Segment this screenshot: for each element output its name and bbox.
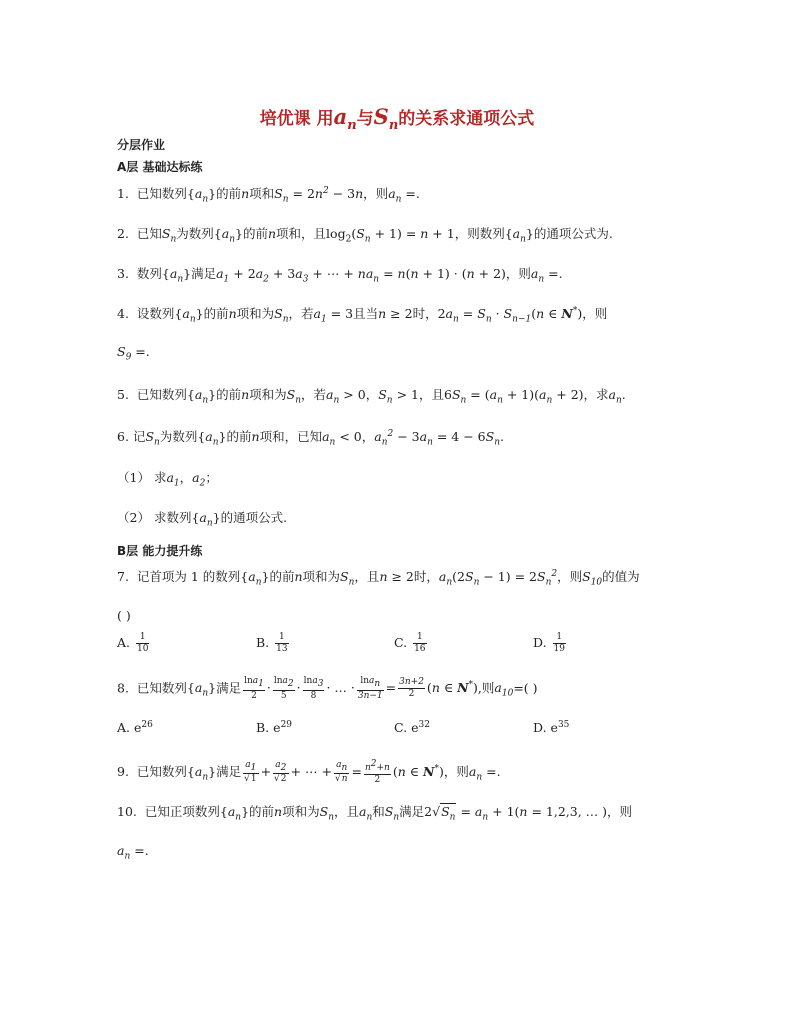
level-a-heading: A层 基础达标练 bbox=[117, 160, 203, 174]
question-8-option-d[interactable]: D. $e^{35}$ bbox=[533, 720, 570, 736]
question-8: 8. 已知数列$\{a_n\}$满足 $\frac{\ln a_1}{2}$ · $\frac{\ln a_2}{5}$ · $\frac{\ln a_3}{8}$ · … · $\frac{\ln a_n}{3n-1}$ = $\frac{3n+2}{2}$ (n ∈ N*),则$a_{10}=$( ) bbox=[117, 676, 538, 701]
question-7-option-c[interactable]: C. $\frac{1}{16}$ bbox=[394, 632, 426, 654]
question-6: 6. 记$S_n$为数列$\{a_n\}$的前n项和，已知$a_n < 0$，$a_n^2 - 3a_n = 4 - 6S_n$. bbox=[117, 428, 504, 448]
question-6-part-1: （1） 求$a_1$，$a_2$； bbox=[117, 470, 218, 489]
question-8-option-c[interactable]: C. $e^{32}$ bbox=[394, 720, 430, 736]
level-b-heading: B层 能力提升练 bbox=[117, 544, 203, 558]
question-1: 1. 已知数列$\{a_n\}$的前n项和$S_n = 2n^2 - 3n$，则$a_n$ =. bbox=[117, 185, 420, 205]
question-2: 2. 已知$S_n$为数列$\{a_n\}$的前n项和，且$\log_2(S_n + 1) = n + 1$，则数列$\{a_n\}$的通项公式为. bbox=[117, 226, 613, 245]
question-7-option-b[interactable]: B. $\frac{1}{13}$ bbox=[256, 632, 288, 654]
question-3: 3. 数列$\{a_n\}$满足$a_1 + 2a_2 + 3a_3$ + ⋯ + $na_n = n(n + 1) \cdot (n + 2)$，则$a_n$ =. bbox=[117, 266, 563, 285]
question-6-part-2: （2） 求数列$\{a_n\}$的通项公式. bbox=[117, 510, 288, 529]
question-7: 7. 记首项为 1 的数列$\{a_n\}$的前n项和为$S_n$，且n ≥ 2时，$a_n(2S_n - 1) = 2S_n^2$，则$S_{10}$的值为 bbox=[117, 568, 640, 588]
question-9: 9. 已知数列$\{a_n\}$满足 $\frac{a_1}{√1}$ + $\frac{a_2}{√2}$ + ⋯ + $\frac{a_n}{√n}$ = $\frac{n^2+n}{2}$ (n ∈ N*)，则$a_n$ =. bbox=[117, 759, 501, 785]
question-8-option-b[interactable]: B. $e^{29}$ bbox=[256, 720, 293, 736]
question-7-option-a[interactable]: A. $\frac{1}{10}$ bbox=[117, 632, 149, 654]
question-4-cont: $S_9$ =. bbox=[117, 344, 150, 363]
section-header: 分层作业 bbox=[117, 138, 166, 152]
question-10: 10. 已知正项数列$\{a_n\}$的前n项和为$S_n$，且$a_n$和$S_n$满足$2√S_n = a_n + 1(n = 1,2,3$, … )，则 bbox=[117, 804, 633, 823]
question-8-option-a[interactable]: A. $e^{26}$ bbox=[117, 720, 153, 736]
question-5: 5. 已知数列$\{a_n\}$的前n项和为$S_n$，若$a_n > 0$，$S_n > 1$，且$6S_n = (a_n + 1)(a_n + 2)$，求$a_n$. bbox=[117, 387, 626, 406]
question-7-option-d[interactable]: D. $\frac{1}{19}$ bbox=[533, 632, 565, 654]
page-title: 培优课 用$a_n$与$S_n$的关系求通项公式 bbox=[259, 104, 535, 134]
question-10-cont: $a_n$ =. bbox=[117, 843, 149, 862]
question-7-paren: ( ) bbox=[117, 608, 131, 623]
question-4: 4. 设数列$\{a_n\}$的前n项和为$S_n$，若$a_1 = 3$且当n ≥ 2时，$2a_n = S_n \cdot S_{n-1}(n$ ∈ N*)，则 bbox=[117, 305, 608, 325]
